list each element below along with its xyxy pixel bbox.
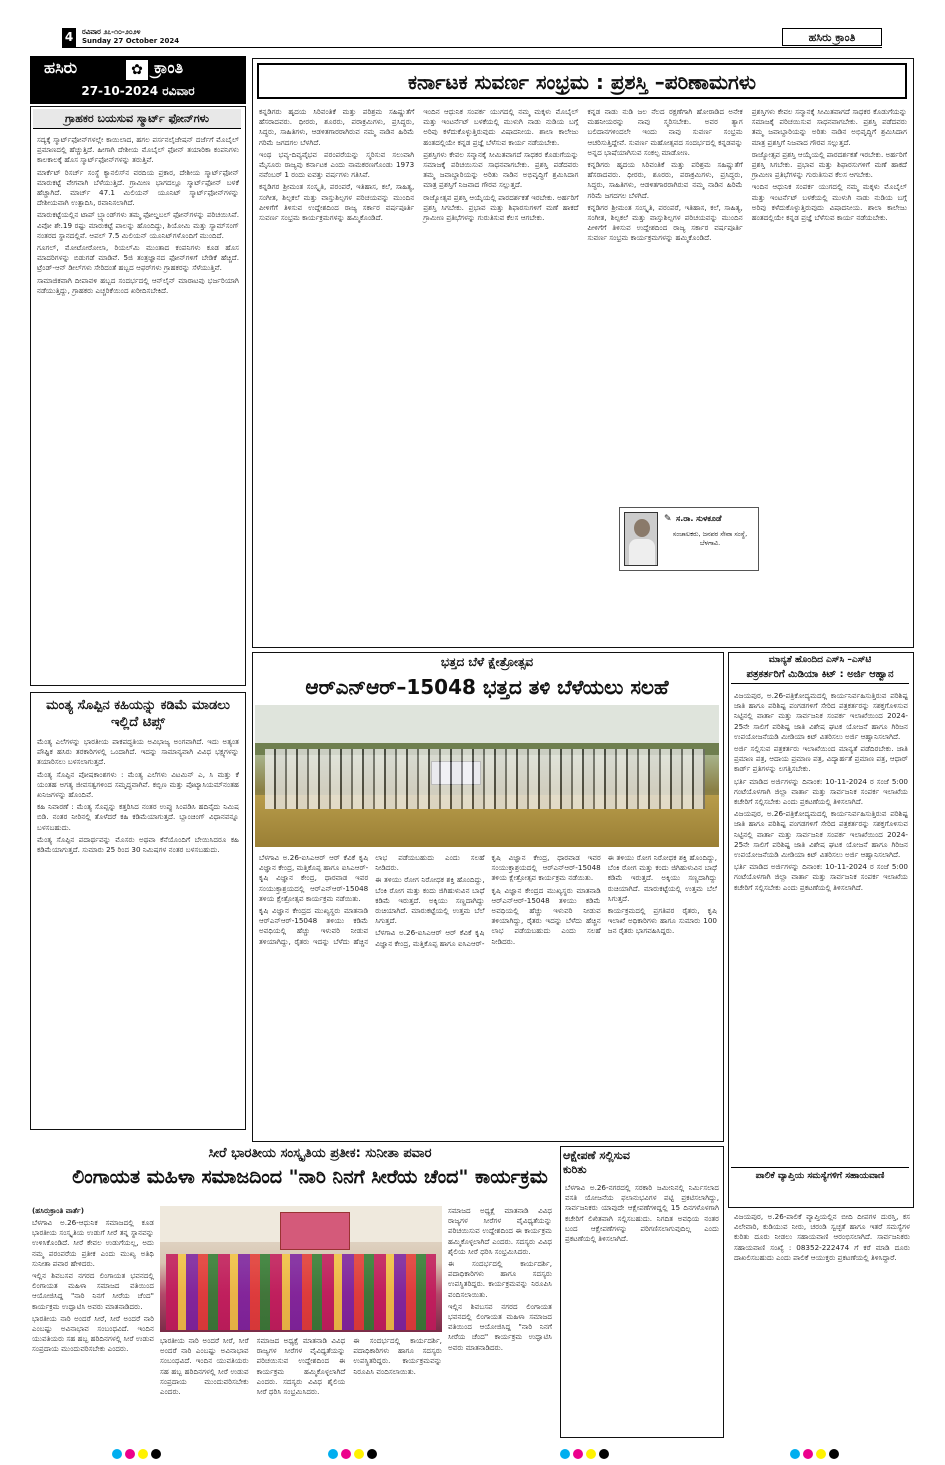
paragraph: ಬೆಳಗಾವಿ ಅ.26-ಐಸಿಎಆರ್ ಆರ್ ಕೆವಿಕೆ ಕೃಷಿ ವಿಜ್ಞಾನ ಕೇಂದ್ರ, ಮತ್ತಿಕೊಪ್ಪ ಹಾಗೂ ಐಸಿಎಆರ್-ಕೃಷಿ ವಿಜ್ಞಾನ ಕೇಂದ್ರ, ಧಾರವಾಡ ಇವರ ಸಂಯುಕ್ತಾಶ್ರಯದಲ್ಲಿ ಆರ್‌ಎನ್‌ಆರ್-15048 ತಳಿಯ ಕ್ಷೇತ್ರೋತ್ಸವ ಕಾರ್ಯಕ್ರಮ ನಡೆಯಿತು.: [259, 853, 369, 903]
paragraph: ಅರ್ಜಿ ಸಲ್ಲಿಸುವ ಪತ್ರಕರ್ತರು ಇಲಾಖೆಯಿಂದ ಮಾನ್ಯತೆ ಪಡೆದಿರಬೇಕು. ಜಾತಿ ಪ್ರಮಾಣ ಪತ್ರ, ಆದಾಯ ಪ್ರಮಾಣ ಪತ್ರ, ವಿದ್ಯಾರ್ಹತೆ ಪ್ರಮಾಣ ಪತ್ರ, ಆಧಾರ್ ಕಾರ್ಡ್ ಪ್ರತಿಗಳನ್ನು ಲಗತ್ತಿಸಬೇಕು.: [734, 744, 908, 774]
saree-group-photo: [160, 1206, 442, 1332]
magenta-dot: [125, 1449, 135, 1459]
pen-icon: ✎: [664, 514, 672, 524]
rice-field-photo: [255, 705, 719, 847]
header-paper-name: ಹಸಿರು ಕ್ರಾಂತಿ: [782, 28, 882, 46]
objection-article: [560, 1146, 724, 1438]
paragraph: ಭಾರತೀಯ ನಾರಿ ಅಂದರೆ ಸೀರೆ, ಸೀರೆ ಅಂದರೆ ನಾರಿ ಎಂಬಷ್ಟು ಅವಿನಾಭಾವ ಸಂಬಂಧವಿದೆ. ಇಂದಿನ ಯುವತಿಯರು ಸಹ ಹಬ್ಬ ಹರಿದಿನಗಳಲ್ಲಿ ಸೀರೆ ಉಡುವ ಸಂಪ್ರದಾಯ ಮುಂದುವರಿಸಬೇಕು ಎಂದರು.: [160, 1336, 249, 1397]
paragraph: ಕೃಷಿ ವಿಜ್ಞಾನ ಕೇಂದ್ರದ ಮುಖ್ಯಸ್ಥರು ಮಾತನಾಡಿ ಆರ್‌ಎನ್‌ಆರ್-15048 ತಳಿಯು ಕಡಿಮೆ ಅವಧಿಯಲ್ಲಿ ಹೆಚ್ಚು ಇಳುವರಿ ನೀಡುವ ತಳಿಯಾಗಿದ್ದು, ರೈತರು ಇದನ್ನು ಬೆಳೆದು ಹೆಚ್ಚಿನ ಲಾಭ ಪಡೆಯಬಹುದು ಎಂದು ಸಲಹೆ ನೀಡಿದರು.: [259, 853, 485, 946]
tips-article-title: ಮಂತ್ಯ ಸೊಪ್ಪಿನ ಕಹಿಯನ್ನು ಕಡಿಮೆ ಮಾಡಲು ಇಲ್ಲಿದೆ ಟಿಪ್ಸ್: [46, 698, 230, 730]
author-box: [619, 507, 759, 571]
paragraph: ಪ್ರಶಸ್ತಿಗಳು ಕೇವಲ ಸನ್ಮಾನಕ್ಕೆ ಸೀಮಿತವಾಗದೆ ಸಾಧಕರ ಕೊಡುಗೆಯನ್ನು ಸಮಾಜಕ್ಕೆ ಪರಿಚಯಿಸುವ ಸಾಧನವಾಗಬೇಕು. ಪ್ರಶಸ್ತಿ ಪಡೆದವರು ತಮ್ಮ ಜವಾಬ್ದಾರಿಯನ್ನು ಅರಿತು ನಾಡಿನ ಅಭಿವೃದ್ಧಿಗೆ ಶ್ರಮಿಸಿದಾಗ ಮಾತ್ರ ಪ್ರಶಸ್ತಿಗೆ ನಿಜವಾದ ಗೌರವ ಸಲ್ಲುತ್ತದೆ.: [423, 149, 579, 190]
paragraph: ಮಾರ್ಕೆಟ್ ರಿಸರ್ಚ್ ಸಂಸ್ಥೆ ಕ್ಯಾನಲಿಸ್‌ನ ವರದಿಯ ಪ್ರಕಾರ, ದೇಶೀಯ ಸ್ಮಾರ್ಟ್‌ಫೋನ್ ಮಾರುಕಟ್ಟೆ ವೇಗವಾಗಿ ಬೆಳೆಯುತ್ತಿದೆ. ಗ್ರಾಮೀಣ ಭಾಗದಲ್ಲೂ ಸ್ಮಾರ್ಟ್‌ಫೋನ್ ಬಳಕೆ ಹೆಚ್ಚಾಗಿದೆ. ಮಾರ್ಚ್ 47.1 ಮಿಲಿಯನ್ ಯೂನಿಟ್ ಸ್ಮಾರ್ಟ್‌ಫೋನ್‌ಗಳನ್ನು ದೇಶೀಯವಾಗಿ ಉತ್ಪಾದಿಸಿ, ರವಾನಿಸಲಾಗಿದೆ.: [37, 167, 239, 208]
header-date-kn: ರವಿವಾರ ೨೭-೧೦-೨೦೨೪: [82, 28, 141, 36]
paragraph: ಭರ್ತಿ ಮಾಡಿದ ಅರ್ಜಿಗಳನ್ನು ದಿನಾಂಕ: 10-11-2024 ರ ಸಂಜೆ 5:00 ಗಂಟೆಯೊಳಗಾಗಿ ಜಿಲ್ಲಾ ವಾರ್ತಾ ಮತ್ತು ಸಾರ್ವಜನಿಕ ಸಂಪರ್ಕ ಇಲಾಖೆಯ ಕಚೇರಿಗೆ ಸಲ್ಲಿಸಬೇಕು ಎಂದು ಪ್ರಕಟಣೆಯಲ್ಲಿ ತಿಳಿಸಲಾಗಿದೆ.: [734, 862, 908, 892]
paragraph: ಸಾಮಾಜಿಕವಾಗಿ ದೀಪಾವಳಿ ಹಬ್ಬದ ಸಂದರ್ಭದಲ್ಲಿ ಆನ್‌ಲೈನ್ ಮಾರಾಟವು ಭರ್ಜರಿಯಾಗಿ ನಡೆಯುತ್ತಿದ್ದು, ಗ್ರಾಹಕರು ಎಚ್ಚರಿಕೆಯಿಂದ ಖರೀದಿಸಬೇಕಿದೆ.: [37, 275, 239, 295]
masthead-name-right: ಕ್ರಾಂತಿ: [154, 58, 184, 77]
paragraph: ಕಾರ್ಯಕ್ರಮದಲ್ಲಿ ಪ್ರಗತಿಪರ ರೈತರು, ಕೃಷಿ ಇಲಾಖೆ ಅಧಿಕಾರಿಗಳು ಹಾಗೂ ಸುಮಾರು 100 ಜನ ರೈತರು ಭಾಗವಹಿಸಿದ್ದರು.: [607, 906, 717, 936]
paragraph: ಮಾರುಕಟ್ಟೆಯಲ್ಲಿನ ಟಾಪ್ ಬ್ರ್ಯಾಂಡ್‌ಗಳು ತಮ್ಮ ಫೋಲ್ಡಬಲ್ ಫೋನ್‌ಗಳನ್ನು ಪರಿಚಯಿಸಿವೆ. ವಿವೋ ಶೇ.19 ರಷ್ಟು ಮಾರುಕಟ್ಟೆ ಪಾಲನ್ನು ಹೊಂದಿದ್ದು, ಶಿಯೋಮಿ ಮತ್ತು ಸ್ಯಾಮ್‌ಸಂಗ್ ನಂತರದ ಸ್ಥಾನದಲ್ಲಿವೆ. ಆಪಲ್ 7.5 ಮಿಲಿಯನ್ ಯೂನಿಟ್‌ಗಳೊಂದಿಗೆ ಮುಂದಿದೆ.: [37, 210, 239, 240]
saree-body-bottom: [160, 1336, 442, 1440]
logo-icon: ✿: [126, 60, 148, 80]
backdrop-banner: [280, 1212, 350, 1250]
masthead-name-left: ಹಸಿರು: [44, 58, 78, 77]
lead-article: [252, 58, 914, 648]
author-photo: [624, 512, 658, 566]
smartphone-article-body: [37, 135, 239, 680]
black-dot: [151, 1449, 161, 1459]
rice-article: [252, 652, 724, 1142]
registration-marks-4: [790, 1444, 842, 1463]
paragraph: ಗೂಗಲ್, ಮೋಟೋರೋಲಾ, ರಿಯಲ್‌ಮಿ ಮುಂತಾದ ಕಂಪನಿಗಳು ಕೂಡ ಹೊಸ ಮಾದರಿಗಳನ್ನು ಬಿಡುಗಡೆ ಮಾಡಿವೆ. 5ಜಿ ತಂತ್ರಜ್ಞಾನದ ಫೋನ್‌ಗಳಿಗೆ ಬೇಡಿಕೆ ಹೆಚ್ಚಿದೆ. ಟ್ರೆಂಡ್-ಆನ್ ಡೀಲ್‌ಗಳು ಸೇರಿದಂತೆ ಹಬ್ಬದ ಆಫರ್‌ಗಳು ಗ್ರಾಹಕರನ್ನು ಸೆಳೆಯುತ್ತಿವೆ.: [37, 243, 239, 273]
cyan-dot: [112, 1449, 122, 1459]
paragraph: ಕನ್ನಡಿಗರ ಶ್ರೀಮಂತ ಸಂಸ್ಕೃತಿ, ಪರಂಪರೆ, ಇತಿಹಾಸ, ಕಲೆ, ಸಾಹಿತ್ಯ, ಸಂಗೀತ, ಶಿಲ್ಪಕಲೆ ಮತ್ತು ವಾಸ್ತುಶಿಲ್ಪಗಳ ಪರಿಚಯವನ್ನು ಮುಂದಿನ ಪೀಳಿಗೆಗೆ ತಿಳಿಸುವ ಉದ್ದೇಶದಿಂದ ರಾಜ್ಯ ಸರ್ಕಾರ ವರ್ಷಪೂರ್ತಿ ಸುವರ್ಣ ಸಂಭ್ರಮ ಕಾರ್ಯಕ್ರಮಗಳನ್ನು ಹಮ್ಮಿಕೊಂಡಿದೆ.: [259, 182, 415, 223]
page-number: 4: [62, 28, 76, 47]
rice-kicker: ಭತ್ತದ ಬೆಳೆ ಕ್ಷೇತ್ರೋತ್ಸವ: [440, 655, 534, 669]
media-kit-kicker: ಮಾನ್ಯತೆ ಹೊಂದಿದ ಎಸ್‌ಸಿ –ಎಸ್‌ಟಿ: [768, 655, 872, 665]
tips-article-body: [37, 737, 239, 1125]
lead-article-body: [259, 107, 907, 642]
objection-body: ಬೆಳಗಾವಿ ಅ.26-ನಗರದಲ್ಲಿ ಸರಕಾರಿ ಜಮೀನಿನಲ್ಲಿ ನಿರ್ಮಿಸಲಾದ ವಸತಿ ಯೋಜನೆಯ ಫಲಾನುಭವಿಗಳ ಪಟ್ಟಿ ಪ್ರಕಟಿಸಲಾಗಿದ್ದು, ಸಾರ್ವಜನಿಕರು ಯಾವುದೇ ಆಕ್ಷೇಪಣೆಗಳಿದ್ದಲ್ಲಿ 15 ದಿನಗಳೊಳಗಾಗಿ ಕಚೇರಿಗೆ ಲಿಖಿತವಾಗಿ ಸಲ್ಲಿಸಬಹುದು. ನಿಗದಿತ ಅವಧಿಯ ನಂತರ ಬಂದ ಆಕ್ಷೇಪಣೆಗಳನ್ನು ಪರಿಗಣಿಸಲಾಗುವುದಿಲ್ಲ ಎಂದು ಪ್ರಕಟಣೆಯಲ್ಲಿ ತಿಳಿಸಲಾಗಿದೆ.: [565, 1183, 719, 1244]
paragraph: ಭರ್ತಿ ಮಾಡಿದ ಅರ್ಜಿಗಳನ್ನು ದಿನಾಂಕ: 10-11-2024 ರ ಸಂಜೆ 5:00 ಗಂಟೆಯೊಳಗಾಗಿ ಜಿಲ್ಲಾ ವಾರ್ತಾ ಮತ್ತು ಸಾರ್ವಜನಿಕ ಸಂಪರ್ಕ ಇಲಾಖೆಯ ಕಚೇರಿಗೆ ಸಲ್ಲಿಸಬೇಕು ಎಂದು ಪ್ರಕಟಣೆಯಲ್ಲಿ ತಿಳಿಸಲಾಗಿದೆ.: [734, 776, 908, 807]
registration-marks-3: [560, 1444, 612, 1463]
paragraph: ಬೆಳಗಾವಿ ಅ.26-ಐಸಿಎಆರ್ ಆರ್ ಕೆವಿಕೆ ಕೃಷಿ ವಿಜ್ಞಾನ ಕೇಂದ್ರ, ಮತ್ತಿಕೊಪ್ಪ ಹಾಗೂ ಐಸಿಎಆರ್-ಕೃಷಿ ವಿಜ್ಞಾನ ಕೇಂದ್ರ, ಧಾರವಾಡ ಇವರ ಸಂಯುಕ್ತಾಶ್ರಯದಲ್ಲಿ ಆರ್‌ಎನ್‌ಆರ್-15048 ತಳಿಯ ಕ್ಷೇತ್ರೋತ್ಸವ ಕಾರ್ಯಕ್ರಮ ನಡೆಯಿತು.: [375, 853, 601, 948]
smartphone-article: [30, 106, 246, 686]
paragraph: ಇಲ್ಲಿನ ಶಿವಬಸವ ನಗರದ ಲಿಂಗಾಯತ ಭವನದಲ್ಲಿ ಲಿಂಗಾಯತ ಮಹಿಳಾ ಸಮಾಜದ ವತಿಯಿಂದ ಆಯೋಜಿಸಿದ್ದ "ನಾರಿ ನಿನಗೆ ಸೀರೆಯ ಚೆಂದ" ಕಾರ್ಯಕ್ರಮ ಉದ್ಘಾಟಿಸಿ ಅವರು ಮಾತನಾಡಿದರು.: [32, 1271, 154, 1311]
saree-body-right: [448, 1206, 552, 1438]
paragraph: ಸಮಾಜದ ಅಧ್ಯಕ್ಷೆ ಮಾತನಾಡಿ ವಿವಿಧ ರಾಜ್ಯಗಳ ಸೀರೆಗಳ ವೈವಿಧ್ಯತೆಯನ್ನು ಪರಿಚಯಿಸುವ ಉದ್ದೇಶದಿಂದ ಈ ಕಾರ್ಯಕ್ರಮ ಹಮ್ಮಿಕೊಳ್ಳಲಾಗಿದೆ ಎಂದರು. ಸದಸ್ಯರು ವಿವಿಧ ಶೈಲಿಯ ಸೀರೆ ಧರಿಸಿ ಸಂಭ್ರಮಿಸಿದರು.: [448, 1206, 552, 1256]
paragraph: ಕೃಷಿ ವಿಜ್ಞಾನ ಕೇಂದ್ರದ ಮುಖ್ಯಸ್ಥರು ಮಾತನಾಡಿ ಆರ್‌ಎನ್‌ಆರ್-15048 ತಳಿಯು ಕಡಿಮೆ ಅವಧಿಯಲ್ಲಿ ಹೆಚ್ಚು ಇಳುವರಿ ನೀಡುವ ತಳಿಯಾಗಿದ್ದು, ರೈತರು ಇದನ್ನು ಬೆಳೆದು ಹೆಚ್ಚಿನ ಲಾಭ ಪಡೆಯಬಹುದು ಎಂದು ಸಲಹೆ ನೀಡಿದರು.: [491, 885, 601, 946]
lead-article-title: ಕರ್ನಾಟಕ ಸುವರ್ಣ ಸಂಭ್ರಮ : ಪ್ರಶಸ್ತಿ –ಪರಿಣಾಮಗಳು: [257, 63, 907, 99]
paragraph: ಮೆಂತ್ಯ ಸೊಪ್ಪಿನ ಪದಾರ್ಥವನ್ನು ಮೊಸರು ಅಥವಾ ಕೆನೆಯೊಂದಿಗೆ ಬೇಯಿಸಿದರೂ ಕಹಿ ಕಡಿಮೆಯಾಗುತ್ತದೆ. ಸುಮಾರು 25 ರಿಂದ 30 ನಿಮಿಷಗಳ ನಂತರ ಬಳಸಬಹುದು.: [37, 834, 239, 855]
helpline-body: ವಿಜಯಪುರ, ಅ.26-ಪಾಲಿಕೆ ವ್ಯಾಪ್ತಿಯಲ್ಲಿನ ಬೀದಿ ದೀಪಗಳ ದುರಸ್ತಿ, ಕಸ ವಿಲೇವಾರಿ, ಕುಡಿಯುವ ನೀರು, ಚರಂಡಿ ಸ್ವಚ್ಛತೆ ಹಾಗೂ ಇತರೆ ಸಮಸ್ಯೆಗಳ ಕುರಿತು ದೂರು ನೀಡಲು ಸಹಾಯವಾಣಿ ಆರಂಭಿಸಲಾಗಿದೆ. ಸಾರ್ವಜನಿಕರು ಸಹಾಯವಾಣಿ ಸಂಖ್ಯೆ : 08352-222474 ಗೆ ಕರೆ ಮಾಡಿ ದೂರು ದಾಖಲಿಸಬಹುದು ಎಂದು ಪಾಲಿಕೆ ಆಯುಕ್ತರು ಪ್ರಕಟಣೆಯಲ್ಲಿ ತಿಳಿಸಿದ್ದಾರೆ.: [734, 1212, 910, 1262]
saree-body-left: [32, 1218, 154, 1438]
registration-marks-2: [328, 1444, 380, 1463]
author-role: ಸಂಚಾಲಕರು, ಜನಪರ ಸೇವಾ ಸಂಸ್ಥೆ, ಬೆಳಗಾವಿ.: [672, 530, 748, 547]
paragraph: ಈ ಸಂದರ್ಭದಲ್ಲಿ ಕಾರ್ಯದರ್ಶಿ, ಪದಾಧಿಕಾರಿಗಳು ಹಾಗೂ ಸದಸ್ಯರು ಉಪಸ್ಥಿತರಿದ್ದರು. ಕಾರ್ಯಕ್ರಮವನ್ನು ನಿರೂಪಿಸಿ ವಂದಿಸಲಾಯಿತು.: [448, 1259, 552, 1299]
paragraph: ಇಂದಿನ ಆಧುನಿಕ ಸಂಪರ್ಕ ಯುಗದಲ್ಲಿ ನಮ್ಮ ಮಕ್ಕಳು ಮೊಬೈಲ್ ಮತ್ತು ಇಂಟರ್ನೆಟ್ ಬಳಕೆಯಲ್ಲಿ ಮುಳುಗಿ ನಾಡು ನುಡಿಯ ಬಗ್ಗೆ ಅರಿವು ಕಳೆದುಕೊಳ್ಳುತ್ತಿರುವುದು ವಿಷಾದನೀಯ. ಶಾಲಾ ಕಾಲೇಜು ಹಂತದಲ್ಲಿಯೇ ಕನ್ನಡ ಪ್ರಜ್ಞೆ ಬೆಳೆಸುವ ಕಾರ್ಯ ನಡೆಯಬೇಕು.: [423, 107, 579, 147]
paragraph: ಕನ್ನಡಿಗರ ಶ್ರೀಮಂತ ಸಂಸ್ಕೃತಿ, ಪರಂಪರೆ, ಇತಿಹಾಸ, ಕಲೆ, ಸಾಹಿತ್ಯ, ಸಂಗೀತ, ಶಿಲ್ಪಕಲೆ ಮತ್ತು ವಾಸ್ತುಶಿಲ್ಪಗಳ ಪರಿಚಯವನ್ನು ಮುಂದಿನ ಪೀಳಿಗೆಗೆ ತಿಳಿಸುವ ಉದ್ದೇಶದಿಂದ ರಾಜ್ಯ ಸರ್ಕಾರ ವರ್ಷಪೂರ್ತಿ ಸುವರ್ಣ ಸಂಭ್ರಮ ಕಾರ್ಯಕ್ರಮಗಳನ್ನು ಹಮ್ಮಿಕೊಂಡಿದೆ.: [587, 202, 743, 243]
masthead: [30, 56, 246, 104]
header-date-en: Sunday 27 October 2024: [82, 37, 180, 45]
media-kit-article: [728, 652, 914, 1208]
page-header: [62, 28, 882, 48]
paragraph: ಪ್ರಶಸ್ತಿಗಳು ಕೇವಲ ಸನ್ಮಾನಕ್ಕೆ ಸೀಮಿತವಾಗದೆ ಸಾಧಕರ ಕೊಡುಗೆಯನ್ನು ಸಮಾಜಕ್ಕೆ ಪರಿಚಯಿಸುವ ಸಾಧನವಾಗಬೇಕು. ಪ್ರಶಸ್ತಿ ಪಡೆದವರು ತಮ್ಮ ಜವಾಬ್ದಾರಿಯನ್ನು ಅರಿತು ನಾಡಿನ ಅಭಿವೃದ್ಧಿಗೆ ಶ್ರಮಿಸಿದಾಗ ಮಾತ್ರ ಪ್ರಶಸ್ತಿಗೆ ನಿಜವಾದ ಗೌರವ ಸಲ್ಲುತ್ತದೆ.: [751, 107, 907, 147]
paragraph: ರಾಜ್ಯೋತ್ಸವ ಪ್ರಶಸ್ತಿ ಆಯ್ಕೆಯಲ್ಲಿ ಪಾರದರ್ಶಕತೆ ಇರಬೇಕು. ಅರ್ಹರಿಗೆ ಪ್ರಶಸ್ತಿ ಸಿಗಬೇಕು. ಪ್ರಭಾವ ಮತ್ತು ಶಿಫಾರಸುಗಳಿಗೆ ಮಣೆ ಹಾಕದೆ ಗ್ರಾಮೀಣ ಪ್ರತಿಭೆಗಳನ್ನು ಗುರುತಿಸುವ ಕೆಲಸ ಆಗಬೇಕು.: [751, 149, 907, 180]
paragraph: ಕನ್ನಡಿಗರು ಹೃದಯ ಸಿರಿವಂತಿಕೆ ಮತ್ತು ಪರಿಶ್ರಮ ಸಹಿಷ್ಣುತೆಗೆ ಹೆಸರಾದವರು. ಧೀರರು, ಶೂರರು, ಪರಾಕ್ರಮಿಗಳು, ಪ್ರಸಿದ್ಧರು, ಸಿದ್ಧರು, ಸಾಹಿತಿಗಳು, ಆಡಳಿತಗಾರರಾಗಿರುವ ನಮ್ಮ ನಾಡಿನ ಹಿರಿಮೆ ಗರಿಮೆ ಜಗದಗಲ ಬೆಳಗಿದೆ.: [587, 160, 743, 200]
registration-marks-1: [112, 1444, 164, 1463]
media-kit-body: [734, 691, 908, 1161]
author-name: ಸ.ರಾ. ಸುಳಕೂಡೆ: [676, 514, 722, 523]
tips-article: [30, 692, 246, 1130]
paragraph: ವಿಜಯಪುರ, ಅ.26-ಪತ್ರಿಕೋದ್ಯಮದಲ್ಲಿ ಕಾರ್ಯನಿರ್ವಹಿಸುತ್ತಿರುವ ಪರಿಶಿಷ್ಟ ಜಾತಿ ಹಾಗೂ ಪರಿಶಿಷ್ಟ ಪಂಗಡಗಳಿಗೆ ಸೇರಿದ ಪತ್ರಕರ್ತರನ್ನು ಸಶಕ್ತಗೊಳಿಸುವ ನಿಟ್ಟಿನಲ್ಲಿ ವಾರ್ತಾ ಮತ್ತು ಸಾರ್ವಜನಿಕ ಸಂಪರ್ಕ ಇಲಾಖೆಯಿಂದ 2024-25ನೇ ಸಾಲಿಗೆ ಪರಿಶಿಷ್ಟ ಜಾತಿ ವಿಶೇಷ ಘಟಕ ಯೋಜನೆ ಹಾಗೂ ಗಿರಿಜನ ಉಪಯೋಜನೆಯಡಿ ಮೀಡಿಯಾ ಕಿಟ್ ವಿತರಿಸಲು ಅರ್ಜಿ ಆಹ್ವಾನಿಸಲಾಗಿದೆ.: [734, 691, 908, 741]
paragraph: ಈ ತಳಿಯು ರೋಗ ನಿರೋಧಕ ಶಕ್ತಿ ಹೊಂದಿದ್ದು, ಬೆಂಕಿ ರೋಗ ಮತ್ತು ಕಂದು ಜಿಗಿಹುಳುವಿನ ಬಾಧೆ ಕಡಿಮೆ ಇರುತ್ತದೆ. ಅಕ್ಕಿಯು ಸಣ್ಣದಾಗಿದ್ದು ರುಚಿಯಾಗಿದೆ. ಮಾರುಕಟ್ಟೆಯಲ್ಲಿ ಉತ್ತಮ ಬೆಲೆ ಸಿಗುತ್ತದೆ.: [375, 875, 485, 926]
paragraph: ಇಂಥ ಭವ್ಯ-ದಿವ್ಯವೈಭವ ಪರಂಪರೆಯನ್ನು ಸ್ಮರಿಸುವ ಸಲುವಾಗಿ ಮೈಸೂರು ರಾಜ್ಯವು ಕರ್ನಾಟಕ ಎಂದು ನಾಮಕರಣಗೊಂಡು 1973 ನವೆಂಬರ್ 1 ರಂದು ಐವತ್ತು ವರ್ಷಗಳು ಗತಿಸಿವೆ.: [259, 149, 415, 180]
yellow-dot: [138, 1449, 148, 1459]
paragraph: ಮೆಂತ್ಯ ಸೊಪ್ಪಿನ ಪೋಷಕಾಂಶಗಳು : ಮೆಂತ್ಯ ಎಲೆಗಳು ವಿಟಮಿನ್ ಎ, ಸಿ ಮತ್ತು ಕೆ ಯಂತಹ ಅಗತ್ಯ ಜೀವಸತ್ವಗಳಿಂದ ಸಮೃದ್ಧವಾಗಿವೆ. ಕಬ್ಬಿಣ ಮತ್ತು ಪೊಟ್ಯಾಸಿಯಮ್‌ನಂತಹ ಖನಿಜಗಳನ್ನು ಹೊಂದಿವೆ.: [37, 769, 239, 800]
paragraph: ಸಮಾಜದ ಅಧ್ಯಕ್ಷೆ ಮಾತನಾಡಿ ವಿವಿಧ ರಾಜ್ಯಗಳ ಸೀರೆಗಳ ವೈವಿಧ್ಯತೆಯನ್ನು ಪರಿಚಯಿಸುವ ಉದ್ದೇಶದಿಂದ ಈ ಕಾರ್ಯಕ್ರಮ ಹಮ್ಮಿಕೊಳ್ಳಲಾಗಿದೆ ಎಂದರು. ಸದಸ್ಯರು ವಿವಿಧ ಶೈಲಿಯ ಸೀರೆ ಧರಿಸಿ ಸಂಭ್ರಮಿಸಿದರು.: [256, 1336, 346, 1397]
paragraph: ಈ ಸಂದರ್ಭದಲ್ಲಿ ಕಾರ್ಯದರ್ಶಿ, ಪದಾಧಿಕಾರಿಗಳು ಹಾಗೂ ಸದಸ್ಯರು ಉಪಸ್ಥಿತರಿದ್ದರು. ಕಾರ್ಯಕ್ರಮವನ್ನು ನಿರೂಪಿಸಿ ವಂದಿಸಲಾಯಿತು.: [353, 1336, 442, 1376]
paragraph: ವಿಜಯಪುರ, ಅ.26-ಪತ್ರಿಕೋದ್ಯಮದಲ್ಲಿ ಕಾರ್ಯನಿರ್ವಹಿಸುತ್ತಿರುವ ಪರಿಶಿಷ್ಟ ಜಾತಿ ಹಾಗೂ ಪರಿಶಿಷ್ಟ ಪಂಗಡಗಳಿಗೆ ಸೇರಿದ ಪತ್ರಕರ್ತರನ್ನು ಸಶಕ್ತಗೊಳಿಸುವ ನಿಟ್ಟಿನಲ್ಲಿ ವಾರ್ತಾ ಮತ್ತು ಸಾರ್ವಜನಿಕ ಸಂಪರ್ಕ ಇಲಾಖೆಯಿಂದ 2024-25ನೇ ಸಾಲಿಗೆ ಪರಿಶಿಷ್ಟ ಜಾತಿ ವಿಶೇಷ ಘಟಕ ಯೋಜನೆ ಹಾಗೂ ಗಿರಿಜನ ಉಪಯೋಜನೆಯಡಿ ಮೀಡಿಯಾ ಕಿಟ್ ವಿತರಿಸಲು ಅರ್ಜಿ ಆಹ್ವಾನಿಸಲಾಗಿದೆ.: [734, 809, 908, 860]
paragraph: ಇಲ್ಲಿನ ಶಿವಬಸವ ನಗರದ ಲಿಂಗಾಯತ ಭವನದಲ್ಲಿ ಲಿಂಗಾಯತ ಮಹಿಳಾ ಸಮಾಜದ ವತಿಯಿಂದ ಆಯೋಜಿಸಿದ್ದ "ನಾರಿ ನಿನಗೆ ಸೀರೆಯ ಚೆಂದ" ಕಾರ್ಯಕ್ರಮ ಉದ್ಘಾಟಿಸಿ ಅವರು ಮಾತನಾಡಿದರು.: [448, 1301, 552, 1352]
saree-kicker: ಸೀರೆ ಭಾರತೀಯ ಸಂಸ್ಕೃತಿಯ ಪ್ರತೀಕ: ಸುನೀತಾ ಪವಾರ: [208, 1146, 432, 1161]
women-group: [166, 1254, 436, 1330]
smartphone-article-title: ಗ್ರಾಹಕರ ಬಯಸುವ ಸ್ಮಾರ್ಟ್ ಫೋನ್‌ಗಳು: [33, 109, 241, 129]
paragraph: ಇಂದಿನ ಆಧುನಿಕ ಸಂಪರ್ಕ ಯುಗದಲ್ಲಿ ನಮ್ಮ ಮಕ್ಕಳು ಮೊಬೈಲ್ ಮತ್ತು ಇಂಟರ್ನೆಟ್ ಬಳಕೆಯಲ್ಲಿ ಮುಳುಗಿ ನಾಡು ನುಡಿಯ ಬಗ್ಗೆ ಅರಿವು ಕಳೆದುಕೊಳ್ಳುತ್ತಿರುವುದು ವಿಷಾದನೀಯ. ಶಾಲಾ ಕಾಲೇಜು ಹಂತದಲ್ಲಿಯೇ ಕನ್ನಡ ಪ್ರಜ್ಞೆ ಬೆಳೆಸುವ ಕಾರ್ಯ ನಡೆಯಬೇಕು.: [751, 182, 907, 223]
people-group: [265, 749, 705, 809]
saree-dateline: (ಹಸಿರುಕ್ರಾಂತಿ ವಾರ್ತೆ): [32, 1206, 85, 1215]
paragraph: ಸದ್ಯಕ್ಕೆ ಸ್ಮಾರ್ಟ್‌ಫೋನ್‌ಗಳಲ್ಲೇ ಕಾಯಿಲಾದ, ಹಗಲ ಪರ್ಸನಲೈಜೇಷನ್ ದರ್ಜೆಗೆ ಮೊಬೈಲ್ ಪ್ರಮಾಣದಲ್ಲಿ ಹೆಚ್ಚುತ್ತಿದೆ. ಹೀಗಾಗಿ ದೇಶೀಯ ಮೊಬೈಲ್ ಫೋನ್ ತಯಾರಿಕಾ ಕಂಪನಿಗಳು ಕಾಲಕಾಲಕ್ಕೆ ಹೊಸ ಸ್ಮಾರ್ಟ್‌ಫೋನ್‌ಗಳನ್ನು ತರುತ್ತಿವೆ.: [37, 135, 239, 165]
helpline-title: ಪಾಲಿಕೆ ವ್ಯಾಪ್ತಿಯ ಸಮಸ್ಯೆಗಳಿಗೆ ಸಹಾಯವಾಣಿ: [731, 1167, 909, 1181]
rice-title: ಆರ್‌ಎನ್‌ಆರ್–15048 ಭತ್ತದ ತಳಿ ಬೆಳೆಯಲು ಸಲಹೆ: [305, 675, 669, 699]
objection-title: ಆಕ್ಷೇಪಣೆ ಸಲ್ಲಿಸುವ ಕುರಿತು: [563, 1149, 630, 1176]
paragraph: ಮೆಂತ್ಯ ಎಲೆಗಳನ್ನು ಭಾರತೀಯ ಪಾಕಪದ್ಧತಿಯ ಅವಿಭಾಜ್ಯ ಅಂಗವಾಗಿದೆ. ಇದು ಅತ್ಯಂತ ಪೌಷ್ಟಿಕ ಹಸಿರು ತರಕಾರಿಗಳಲ್ಲಿ ಒಂದಾಗಿದೆ. ಇದನ್ನು ಸಾಮಾನ್ಯವಾಗಿ ವಿವಿಧ ಭಕ್ಷ್ಯಗಳನ್ನು ತಯಾರಿಸಲು ಬಳಸಲಾಗುತ್ತದೆ.: [37, 737, 239, 767]
media-kit-title: ಪತ್ರಕರ್ತರಿಗೆ ಮಿಡಿಯಾ ಕಿಟ್ : ಅರ್ಜಿ ಆಹ್ವಾನ: [731, 669, 909, 684]
saree-title: ಲಿಂಗಾಯತ ಮಹಿಳಾ ಸಮಾಜದಿಂದ "ನಾರಿ ನಿನಗೆ ಸೀರೆಯ ಚೆಂದ" ಕಾರ್ಯಕ್ರಮ: [72, 1166, 548, 1188]
paragraph: ಭಾರತೀಯ ನಾರಿ ಅಂದರೆ ಸೀರೆ, ಸೀರೆ ಅಂದರೆ ನಾರಿ ಎಂಬಷ್ಟು ಅವಿನಾಭಾವ ಸಂಬಂಧವಿದೆ. ಇಂದಿನ ಯುವತಿಯರು ಸಹ ಹಬ್ಬ ಹರಿದಿನಗಳಲ್ಲಿ ಸೀರೆ ಉಡುವ ಸಂಪ್ರದಾಯ ಮುಂದುವರಿಸಬೇಕು ಎಂದರು.: [32, 1313, 154, 1354]
paragraph: ಬೆಳಗಾವಿ ಅ.26-ಆಧುನಿಕ ಸಮಾಜದಲ್ಲಿ ಕೂಡ ಭಾರತೀಯ ಸಂಸ್ಕೃತಿಯ ಉಡುಗೆ ಸೀರೆ ತನ್ನ ಸ್ಥಾನವನ್ನು ಉಳಿಸಿಕೊಂಡಿದೆ. ಸೀರೆ ಕೇವಲ ಉಡುಗೆಯಲ್ಲ, ಅದು ನಮ್ಮ ಪರಂಪರೆಯ ಪ್ರತೀಕ ಎಂದು ಮುಖ್ಯ ಅತಿಥಿ ಸುನೀತಾ ಪವಾರ ಹೇಳಿದರು.: [32, 1218, 154, 1268]
paragraph: ಕನ್ನಡಿಗರು ಹೃದಯ ಸಿರಿವಂತಿಕೆ ಮತ್ತು ಪರಿಶ್ರಮ ಸಹಿಷ್ಣುತೆಗೆ ಹೆಸರಾದವರು. ಧೀರರು, ಶೂರರು, ಪರಾಕ್ರಮಿಗಳು, ಪ್ರಸಿದ್ಧರು, ಸಿದ್ಧರು, ಸಾಹಿತಿಗಳು, ಆಡಳಿತಗಾರರಾಗಿರುವ ನಮ್ಮ ನಾಡಿನ ಹಿರಿಮೆ ಗರಿಮೆ ಜಗದಗಲ ಬೆಳಗಿದೆ.: [259, 107, 415, 147]
rice-body: [259, 853, 717, 1137]
paragraph: ರಾಜ್ಯೋತ್ಸವ ಪ್ರಶಸ್ತಿ ಆಯ್ಕೆಯಲ್ಲಿ ಪಾರದರ್ಶಕತೆ ಇರಬೇಕು. ಅರ್ಹರಿಗೆ ಪ್ರಶಸ್ತಿ ಸಿಗಬೇಕು. ಪ್ರಭಾವ ಮತ್ತು ಶಿಫಾರಸುಗಳಿಗೆ ಮಣೆ ಹಾಕದೆ ಗ್ರಾಮೀಣ ಪ್ರತಿಭೆಗಳನ್ನು ಗುರುತಿಸುವ ಕೆಲಸ ಆಗಬೇಕು.: [423, 192, 579, 223]
paragraph: ಕನ್ನಡ ನಾಡು ನುಡಿ ಜಲ ನೆಲದ ರಕ್ಷಣೆಗಾಗಿ ಹೋರಾಡಿದ ಅನೇಕ ಮಹನೀಯರನ್ನು ನಾವು ಸ್ಮರಿಸಬೇಕು. ಅವರ ತ್ಯಾಗ ಬಲಿದಾನಗಳಿಂದಲೇ ಇಂದು ನಾವು ಸುವರ್ಣ ಸಂಭ್ರಮ ಆಚರಿಸುತ್ತಿದ್ದೇವೆ. ಸುವರ್ಣ ಮಹೋತ್ಸವದ ಸಂದರ್ಭದಲ್ಲಿ ಕನ್ನಡವನ್ನು ಅನ್ನದ ಭಾಷೆಯಾಗಿಸುವ ಸಂಕಲ್ಪ ಮಾಡೋಣ.: [587, 107, 743, 157]
paragraph: ಈ ತಳಿಯು ರೋಗ ನಿರೋಧಕ ಶಕ್ತಿ ಹೊಂದಿದ್ದು, ಬೆಂಕಿ ರೋಗ ಮತ್ತು ಕಂದು ಜಿಗಿಹುಳುವಿನ ಬಾಧೆ ಕಡಿಮೆ ಇರುತ್ತದೆ. ಅಕ್ಕಿಯು ಸಣ್ಣದಾಗಿದ್ದು ರುಚಿಯಾಗಿದೆ. ಮಾರುಕಟ್ಟೆಯಲ್ಲಿ ಉತ್ತಮ ಬೆಲೆ ಸಿಗುತ್ತದೆ.: [607, 853, 717, 903]
masthead-date: 27-10-2024 ರವಿವಾರ: [81, 84, 195, 98]
paragraph: ಕಹಿ ನಿವಾರಣೆ : ಮೆಂತ್ಯ ಸೊಪ್ಪನ್ನು ಕತ್ತರಿಸಿದ ನಂತರ ಉಪ್ಪು ಸಿಂಪಡಿಸಿ ಹದಿನೈದು ನಿಮಿಷ ಬಿಡಿ. ನಂತರ ನೀರಿನಲ್ಲಿ ತೊಳೆದರೆ ಕಹಿ ಕಡಿಮೆಯಾಗುತ್ತದೆ. ಬ್ಲಾಂಚಿಂಗ್ ವಿಧಾನವನ್ನೂ ಬಳಸಬಹುದು.: [37, 802, 239, 832]
